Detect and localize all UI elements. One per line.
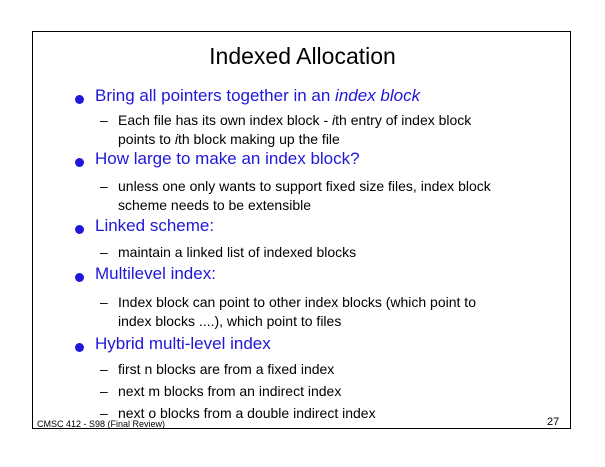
sub-text-line: unless one only wants to support fixed size files, index block xyxy=(118,178,491,194)
sub-dash: – xyxy=(100,405,108,421)
sub-dash: – xyxy=(100,178,108,194)
bullet-dot xyxy=(75,158,84,167)
sub-dash: – xyxy=(100,294,108,310)
sub-dash: – xyxy=(100,112,108,128)
sub-item xyxy=(118,111,538,149)
sub-item xyxy=(118,293,538,331)
sub-item: first n blocks are from a fixed index xyxy=(118,361,335,377)
sub-item xyxy=(118,177,538,215)
bullet-text: Bring all pointers together in an xyxy=(95,86,336,105)
bullet-heading xyxy=(95,86,420,106)
slide-title: Indexed Allocation xyxy=(209,43,396,69)
sub-text-part: Each file has its own index block - xyxy=(118,112,332,128)
sub-dash: – xyxy=(100,244,108,260)
sub-text-italic: i xyxy=(332,112,336,128)
bullet-heading: How large to make an index block? xyxy=(95,149,360,168)
sub-text-part: points to xyxy=(118,131,175,147)
sub-text-part: th block making up the file xyxy=(177,131,340,147)
bullet-heading: Linked scheme: xyxy=(95,216,215,235)
bullet-heading: Hybrid multi-level index xyxy=(95,334,271,353)
sub-text-line: index blocks ....), which point to files xyxy=(118,313,342,329)
bullet-dot xyxy=(75,343,84,352)
sub-text-line: scheme needs to be extensible xyxy=(118,197,312,213)
page-number: 27 xyxy=(547,416,560,428)
sub-item: next o blocks from a double indirect index xyxy=(118,405,376,421)
bullet-dot xyxy=(75,225,84,234)
sub-item: next m blocks from an indirect index xyxy=(118,383,342,399)
bullet-emphasis: index block xyxy=(335,86,421,105)
sub-text-line: Index block can point to other index blocks (which point to xyxy=(118,294,476,310)
bullet-dot xyxy=(75,273,84,282)
slide-footer: CMSC 412 - S98 (Final Review) xyxy=(37,419,166,429)
sub-item: maintain a linked list of indexed blocks xyxy=(118,244,357,260)
sub-dash: – xyxy=(100,361,108,377)
sub-text-italic: i xyxy=(174,131,178,147)
sub-dash: – xyxy=(100,383,108,399)
sub-text-part: th entry of index block xyxy=(335,112,472,128)
bullet-heading: Multilevel index: xyxy=(95,264,216,283)
bullet-dot xyxy=(75,95,84,104)
